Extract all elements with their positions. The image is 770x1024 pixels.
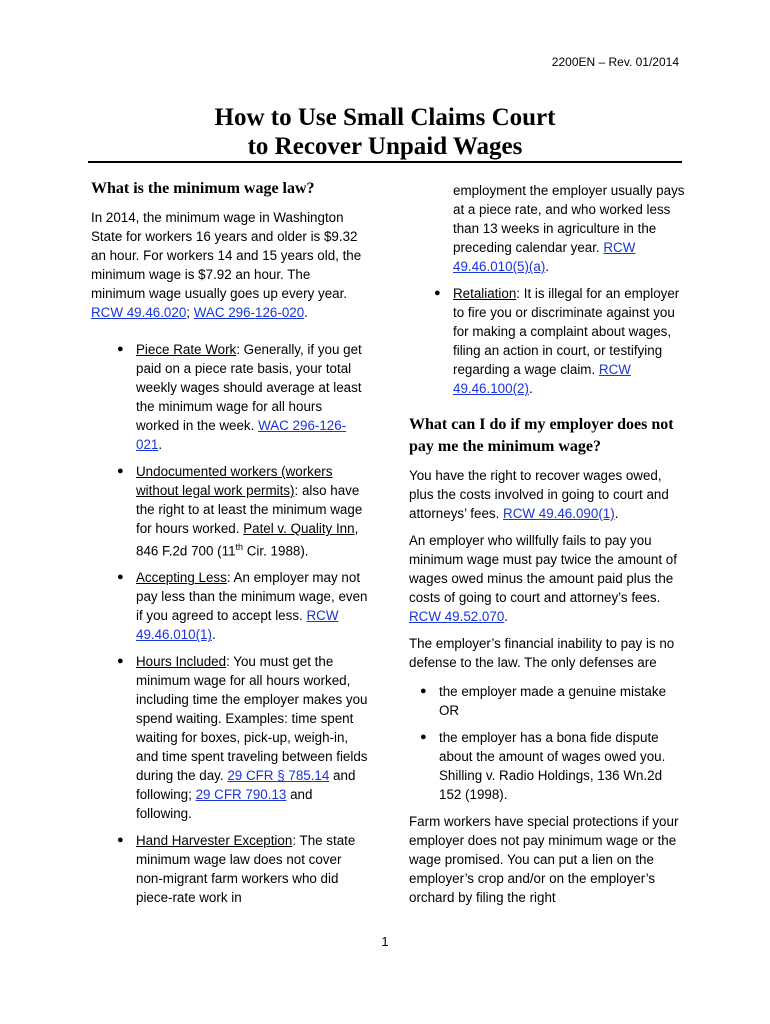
defense-item-2: ● the employer has a bona fide dispute about the amount of wages owed you. Shilling v. Radio Holdings, 136 Wn.2d 152 (1998). [420,730,666,802]
right-paragraph-1: You have the right to recover wages owed, plus the costs involved in going to court and attorneys’ fees. RCW 49.46.090(1). [409,468,669,521]
bullet-dot-icon: ● [420,685,427,697]
title-line-1: How to Use Small Claims Court [214,104,556,131]
title-rule [88,161,682,163]
bullet-dot-icon: ● [117,465,124,477]
right-column [409,181,685,915]
link-rcw-49-46-020[interactable]: RCW 49.46.020 [91,305,187,320]
left-column [91,178,368,915]
bullet-accepting-less: ● Accepting Less: An employer may not pay less than the minimum wage, even if you agreed to accept less. RCW 49.46.010(1). [117,570,368,643]
bullet-retaliation: ● Retaliation: It is illegal for an employer to fire you or discriminate against you for making a complaint about wages, filing an action in court, or testifying regarding a wage claim. RCW 49.46.100(2). [434,286,680,396]
bullet-undocumented: ● Undocumented workers (workers without legal work permits): also have the right to at least the minimum wage for hours worked. Patel v. Quality Inn, 846 F.2d 700 (11th Cir. 1988). [117,464,363,559]
link-rcw-49-46-090-1[interactable]: RCW 49.46.090(1) [503,506,615,521]
bullet-dot-icon: ● [117,571,124,584]
bullet-hours-included: ● Hours Included: You must get the minimum wage for all hours worked, including time the employer makes you spend waiting. Examples: time spent waiting for boxes, pick-up, weigh-in, and time spent traveling between fields during the day. 29 CFR § 785.14 and following; 29 CFR 790.13 and following. [117,654,368,822]
bullet-dot-icon: ● [117,343,124,355]
link-rcw-49-46-010-1[interactable]: RCW 49.46.010(1) [136,608,339,643]
bullet-dot-icon: ● [434,287,441,299]
page-number: 1 [381,934,389,949]
link-wac-296-126-020[interactable]: WAC 296-126-020 [193,305,305,320]
right-paragraph-4: Farm workers have special protections if your employer does not pay minimum wage or the wage promised. You can put a lien on the employer’s crop and/or on the employer’s orchard by filing the right [409,814,679,905]
case-patel: Patel v. Quality Inn [243,521,355,536]
link-rcw-49-52-070[interactable]: RCW 49.52.070 [409,609,505,624]
defense-item-1: ● the employer made a genuine mistake OR [420,684,667,718]
right-paragraph-2: An employer who willfully fails to pay you minimum wage must pay twice the amount of wages owed minus the amount paid plus the costs of going to court and attorney’s fees. RCW 49.52.070. [409,533,677,624]
link-29-cfr-785-14[interactable]: 29 CFR § 785.14 [227,768,330,784]
bullet-dot-icon: ● [420,731,427,743]
link-rcw-49-46-010-5-a[interactable]: RCW 49.46.010(5)(a) [453,240,636,274]
bullet-piece-rate: ● Piece Rate Work: Generally, if you get paid on a piece rate basis, your total weekly wages should average at least the minimum wage for all hours worked in the week. WAC 296-126-021. [117,342,362,452]
right-paragraph-3: The employer’s financial inability to pay is no defense to the law. The only defenses are [409,636,675,670]
hand-harvester-continued: employment the employer usually pays at a piece rate, and who worked less than 13 weeks in agriculture in the preceding calendar year. RCW 49.46.010(5)(a). [453,183,685,274]
form-id: 2200EN – Rev. 01/2014 [551,55,679,69]
page-title [88,103,682,161]
section-heading-minimum-wage: What is the minimum wage law? [91,180,315,197]
link-rcw-49-46-100-2[interactable]: RCW 49.46.100(2) [453,362,631,396]
bullet-dot-icon: ● [117,834,124,847]
retaliation-bullet-list [434,284,685,398]
bullet-hand-harvester: ● Hand Harvester Exception: The state minimum wage law does not cover non-migrant farm workers who did piece-rate work in [117,833,356,906]
minimum-wage-bullets [117,340,368,907]
intro-paragraph: In 2014, the minimum wage in Washington State for workers 16 years and older is $9.32 an hour. For workers 14 and 15 years old, the minimum wage is $7.92 an hour. The minimum wage usually goes up every year. RCW 49.46.020; WAC 296-126-020. [91,210,362,320]
title-line-2: to Recover Unpaid Wages [247,133,523,160]
bullet-dot-icon: ● [117,655,124,668]
section-heading-recover: What can I do if my employer does not pay me the minimum wage? [409,416,674,455]
link-29-cfr-790-13[interactable]: 29 CFR 790.13 [195,787,287,803]
link-wac-296-126-021[interactable]: WAC 296-126-021 [136,418,347,452]
defenses-list [420,682,685,804]
